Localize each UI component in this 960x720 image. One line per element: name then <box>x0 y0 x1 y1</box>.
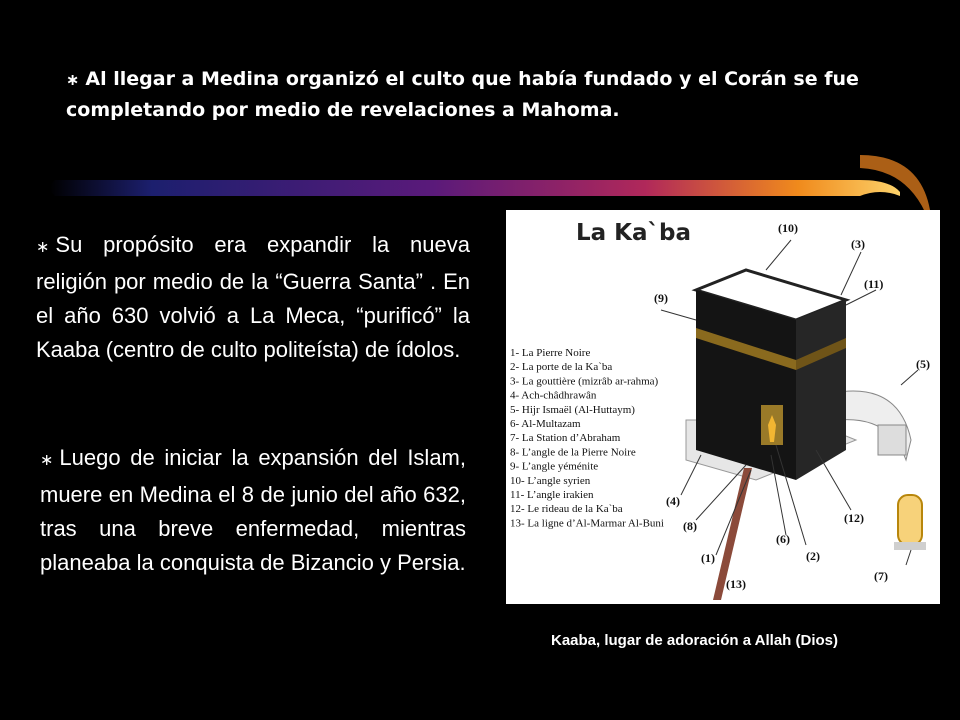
hijr-wall <box>878 425 906 455</box>
figure-caption: Kaaba, lugar de adoración a Allah (Dios) <box>551 632 839 649</box>
bullet-icon: ∗ <box>36 239 50 256</box>
kaaba-diagram <box>506 210 940 604</box>
diagram-title: La Ka`ba <box>576 220 692 246</box>
legend-item: 2- La porte de la Ka`ba <box>510 361 613 374</box>
station-base <box>894 542 926 550</box>
legend-item: 5- Hijr Ismaël (Al-Huttaym) <box>510 403 635 416</box>
legend-item: 1- La Pierre Noire <box>510 347 591 359</box>
callout-label: (12) <box>844 511 864 525</box>
station-of-abraham <box>898 495 922 545</box>
callout-label: (5) <box>916 357 930 371</box>
legend-item: 13- La ligne d’Al-Marmar Al-Buni <box>510 517 664 530</box>
legend-item: 10- L’angle syrien <box>510 474 591 487</box>
legend-item: 11- L’angle irakien <box>510 489 594 501</box>
legend-item: 12- Le rideau de la Ka`ba <box>510 503 623 516</box>
bullet-icon: ∗ <box>66 70 80 89</box>
diagram-legend <box>510 347 664 529</box>
callout-label: (2) <box>806 549 820 563</box>
slide-heading <box>66 64 926 125</box>
callout-label: (3) <box>851 237 865 251</box>
callout-label: (11) <box>864 277 884 291</box>
callout-label: (13) <box>726 577 746 591</box>
callout-label: (7) <box>874 569 888 583</box>
paragraph-expansion <box>36 228 470 367</box>
legend-item: 9- L’angle yéménite <box>510 460 599 473</box>
callout-label: (8) <box>683 519 697 533</box>
legend-item: 3- La gouttière (mizrâb ar-rahma) <box>510 375 659 388</box>
legend-item: 7- La Station d’Abraham <box>510 432 621 445</box>
paragraph-text: Su propósito era expandir la nueva religión por medio de la “Guerra Santa” . En el año 630 volvió a La Meca, “purificó” la Kaaba (centro de culto politeísta) de ídolos. <box>36 232 470 362</box>
legend-item: 4- Ach-châdhrawân <box>510 389 597 402</box>
legend-item: 8- L’angle de la Pierre Noire <box>510 446 636 459</box>
paragraph-death <box>40 441 466 580</box>
callout-label: (6) <box>776 532 790 546</box>
callout-label: (4) <box>666 494 680 508</box>
kaaba-illustration <box>506 210 940 604</box>
legend-item: 6- Al-Multazam <box>510 418 581 430</box>
callout-label: (9) <box>654 291 668 305</box>
bullet-icon: ∗ <box>40 452 54 469</box>
heading-text: Al llegar a Medina organizó el culto que había fundado y el Corán se fue completando por medio de revelaciones a Mahoma. <box>66 68 859 121</box>
kaaba-front-face <box>696 290 796 480</box>
paragraph-text: Luego de iniciar la expansión del Islam, muere en Medina el 8 de junio del año 632, tras una breve enfermedad, mientras planeaba la conquista de Bizancio y Persia. <box>40 445 466 575</box>
kaaba-side-face <box>796 300 846 480</box>
callout-label: (10) <box>778 221 798 235</box>
callout-label: (1) <box>701 551 715 565</box>
